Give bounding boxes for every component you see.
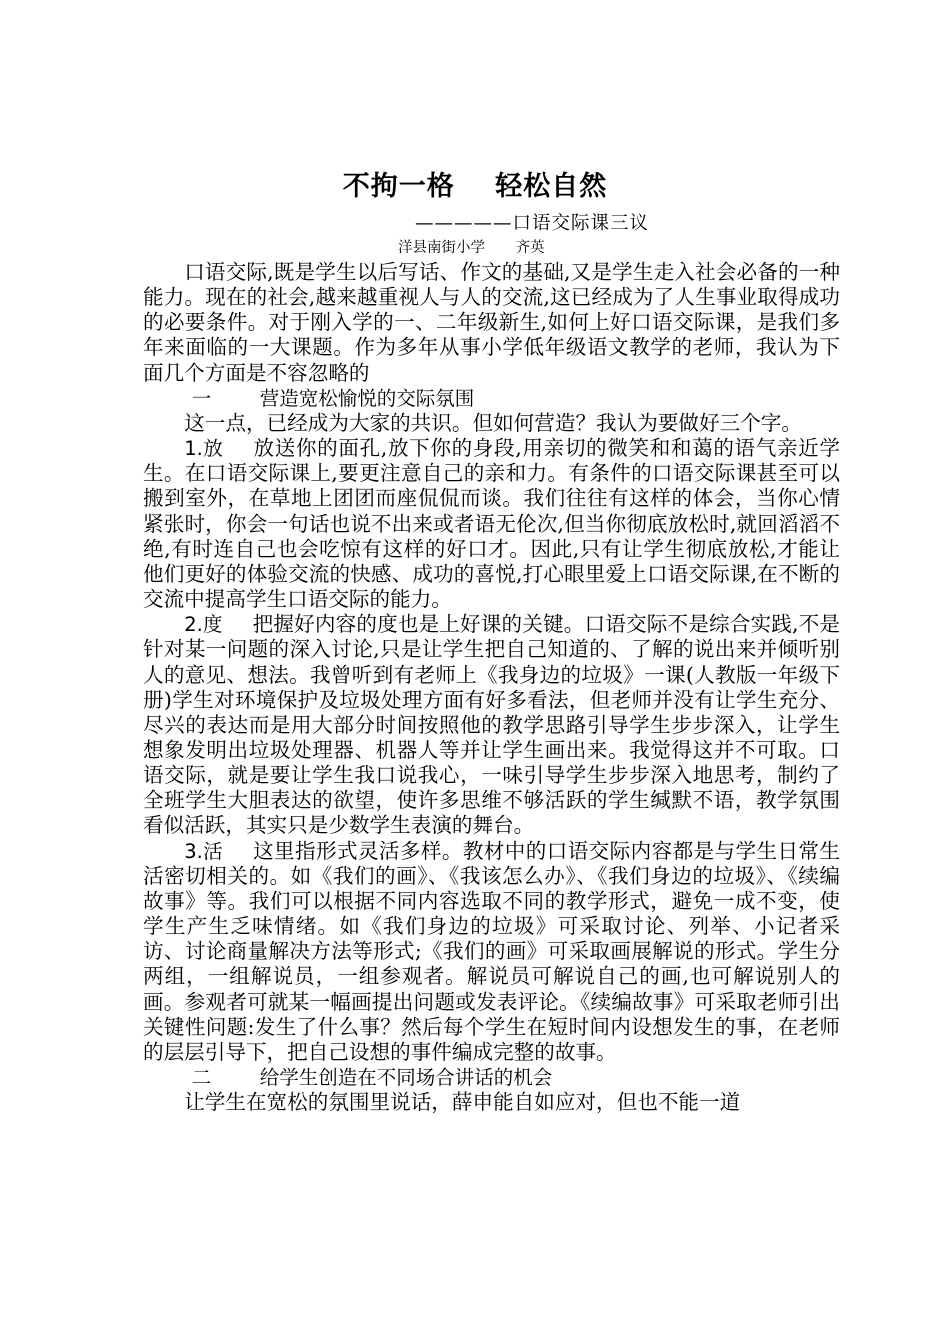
section-title-1: 营造宽松愉悦的交际氛围	[259, 386, 475, 410]
section-number-2: 二	[191, 1066, 212, 1089]
item-text-du: 把握好内容的度也是上好课的关键。口语交际不是综合实践,不是针对某一问题的深入讨论,只是让学生把自己知道的、了解的说出来并倾听别人的意见、想法。我曾听到有老师上《我身边的垃圾》一课(人教版一年级下册)学生对环境保护及垃圾处理方面有好多看法，但老师并没有让学生充分、尽兴的表达而是用大部分时间按照他的教学思路引导学生步步深入，让学生想象发明出垃圾处理器、机器人等并让学生画出来。我觉得这并不可取。口语交际，就是要让学生我口说我心，一味引导学生步步深入地思考，制约了全班学生大胆表达的欲望，使许多思维不够活跃的学生缄默不语，教学氛围看似活跃，其实只是少数学生表演的舞台。	[143, 612, 841, 838]
section-intro-1: 这一点，已经成为大家的共识。但如何营造？我认为要做好三个字。	[184, 410, 802, 435]
item-label-huo: 3.活	[184, 839, 224, 863]
item-label-fang: 1.放	[184, 437, 224, 461]
item-paragraph-fang	[143, 436, 840, 612]
item-paragraph-du	[143, 612, 840, 838]
section-heading-2	[143, 1065, 840, 1090]
item-label-du: 2.度	[184, 613, 223, 637]
item-paragraph-huo	[143, 839, 840, 1065]
section-intro-2: 让学生在宽松的氛围里说话，薛申能自如应对，但也不能一道	[184, 1090, 741, 1115]
document-title: 不拘一格 轻松自然	[342, 171, 608, 202]
intro-paragraph: 口语交际,既是学生以后写话、作文的基础,又是学生走入社会必备的一种能力。现在的社会,越来越重视人与人的交流,这已经成为了人生事业取得成功的必要条件。对于刚入学的一、二年级新生,如何上好口语交际课，是我们多年来面临的一大课题。作为多年从事小学低年级语文教学的老师，我认为下面几个方面是不容忽略的	[143, 260, 840, 385]
document-body	[143, 260, 840, 1115]
author-line: 洋县南街小学 齐英	[398, 240, 545, 256]
document-subtitle: —————口语交际课三议	[415, 213, 650, 234]
section-title-2: 给学生创造在不同场合讲话的机会	[259, 1066, 553, 1089]
section-number-1: 一	[191, 386, 212, 410]
item-text-fang: 放送你的面孔,放下你的身段,用亲切的微笑和和蔼的语气亲近学生。在口语交际课上,要更注意自己的亲和力。有条件的口语交际课甚至可以搬到室外，在草地上团团而座侃侃而谈。我们往往有这样的体会，当你心情紧张时，你会一句话也说不出来或者语无伦次,但当你彻底放松时,就回滔滔不绝,有时连自己也会吃惊有这样的好口才。因此,只有让学生彻底放松,才能让他们更好的体验交流的快感、成功的喜悦,打心眼里爱上口语交际课,在不断的交流中提高学生口语交际的能力。	[143, 436, 840, 612]
section-heading-1	[143, 386, 840, 411]
item-text-huo: 这里指形式灵活多样。教材中的口语交际内容都是与学生日常生活密切相关的。如《我们的画》、《我该怎么办》、《我们身边的垃圾》、《续编故事》等。我们可以根据不同内容选取不同的教学形式，避免一成不变，使学生产生乏味情绪。如《我们身边的垃圾》可采取讨论、列举、小记者采访、讨论商量解决方法等形式;《我们的画》可采取画展解说的形式。学生分两组，一组解说员，一组参观者。解说员可解说自己的画,也可解说别人的画。参观者可就某一幅画提出问题或发表评论。《续编故事》可采取老师引出关键性问题:发生了什么事？然后每个学生在短时间内设想发生的事，在老师的层层引导下，把自己设想的事件编成完整的故事。	[143, 838, 840, 1064]
